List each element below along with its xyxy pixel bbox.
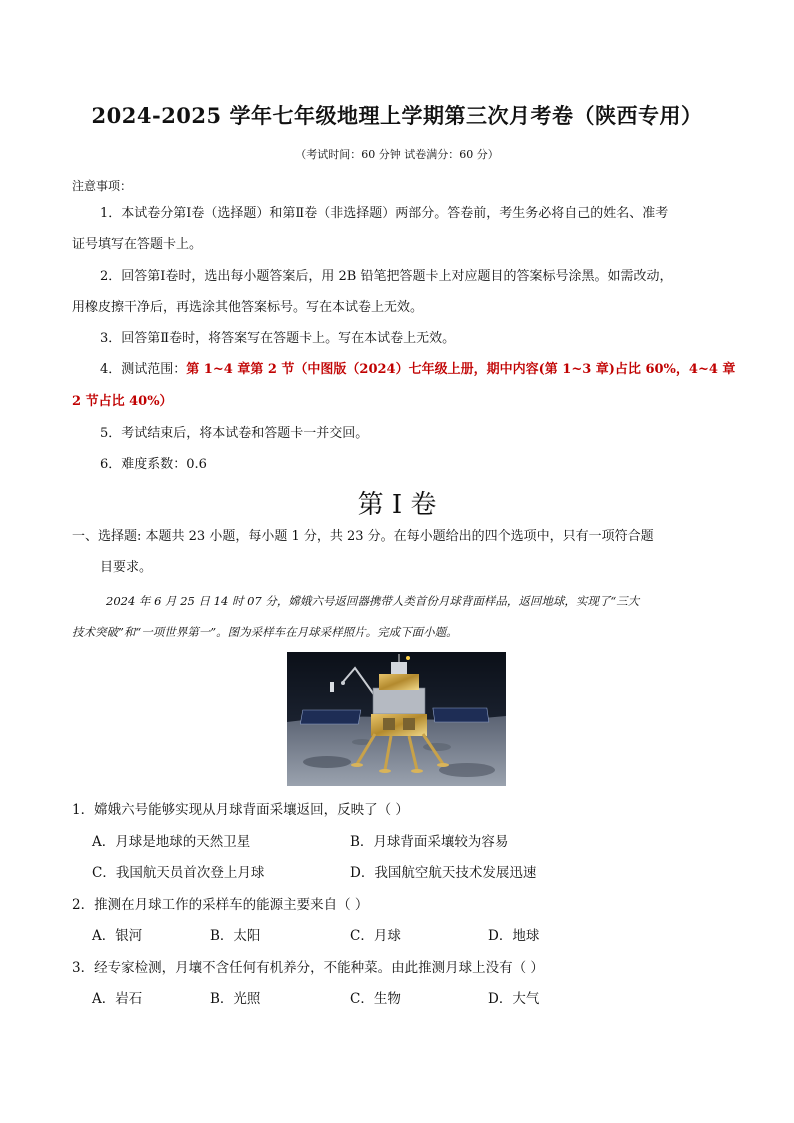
question-1-option-a[interactable]: A．月球是地球的天然卫星	[92, 834, 251, 850]
question-1-option-d[interactable]: D．我国航空航天技术发展迅速	[350, 865, 537, 881]
note-2-line-2: 用橡皮擦干净后，再选涂其他答案标号。写在本试卷上无效。	[72, 300, 424, 315]
exam-info: （考试时间：60 分钟 试卷满分：60 分）	[295, 148, 499, 161]
note-3: 3．回答第Ⅱ卷时，将答案写在答题卡上。写在本试卷上无效。	[100, 331, 456, 346]
question-2-option-a[interactable]: A．银河	[92, 928, 143, 944]
lunar-lander-photo	[287, 652, 506, 786]
question-3-option-c[interactable]: C．生物	[350, 991, 401, 1007]
note-1-line-2: 证号填写在答题卡上。	[72, 237, 203, 252]
question-2: 2．推测在月球工作的采样车的能源主要来自（ ）	[72, 897, 369, 913]
question-1: 1．嫦娥六号能够实现从月球背面采壤返回，反映了（ ）	[72, 802, 409, 818]
intro-line-1: 2024 年 6 月 25 日 14 时 07 分，嫦娥六号返回器携带人类首份月球背面样品，返回地球，实现了“三大	[106, 594, 640, 608]
part-1-instruction-line-1: 一、选择题: 本题共 23 小题，每小题 1 分，共 23 分。在每小题给出的四个选项中，只有一项符合题	[72, 529, 654, 544]
page-title: 2024-2025 学年七年级地理上学期第三次月考卷（陕西专用）	[91, 103, 703, 128]
question-2-option-d[interactable]: D．地球	[488, 928, 540, 944]
section-title: 第 I 卷	[357, 490, 437, 520]
question-3-option-b[interactable]: B．光照	[210, 991, 261, 1007]
note-6: 6．难度系数：0.6	[100, 457, 207, 472]
note-4-line-2: 2 节占比 40%）	[72, 394, 173, 409]
question-3: 3．经专家检测，月壤不含任何有机养分，不能种菜。由此推测月球上没有（ ）	[72, 960, 544, 976]
note-2-line-1: 2．回答第Ⅰ卷时，选出每小题答案后，用 2B 铅笔把答题卡上对应题目的答案标号涂黑。如需改动，	[100, 269, 673, 284]
part-1-instruction-line-2: 目要求。	[100, 560, 153, 575]
intro-line-2: 技术突破”和“一项世界第一”。图为采样车在月球采样照片。完成下面小题。	[72, 625, 458, 639]
question-3-option-d[interactable]: D．大气	[488, 991, 540, 1007]
note-4-line-1	[100, 362, 735, 378]
question-1-option-c[interactable]: C．我国航天员首次登上月球	[92, 865, 265, 881]
note-1-line-1: 1．本试卷分第Ⅰ卷（选择题）和第Ⅱ卷（非选择题）两部分。答卷前，考生务必将自己的姓名、准考	[100, 206, 669, 221]
question-3-option-a[interactable]: A．岩石	[92, 991, 143, 1007]
note-4-scope: 第 1~4 章第 2 节（中图版（2024）七年级上册，期中内容(第 1~3 章)占比 60%，4~4 章	[186, 362, 736, 377]
notes-heading: 注意事项：	[72, 179, 133, 193]
question-2-option-b[interactable]: B．太阳	[210, 928, 261, 944]
question-2-option-c[interactable]: C．月球	[350, 928, 401, 944]
note-4-prefix: 4．测试范围：	[100, 362, 187, 377]
question-1-option-b[interactable]: B．月球背面采壤较为容易	[350, 834, 509, 850]
note-5: 5．考试结束后，将本试卷和答题卡一并交回。	[100, 426, 369, 441]
